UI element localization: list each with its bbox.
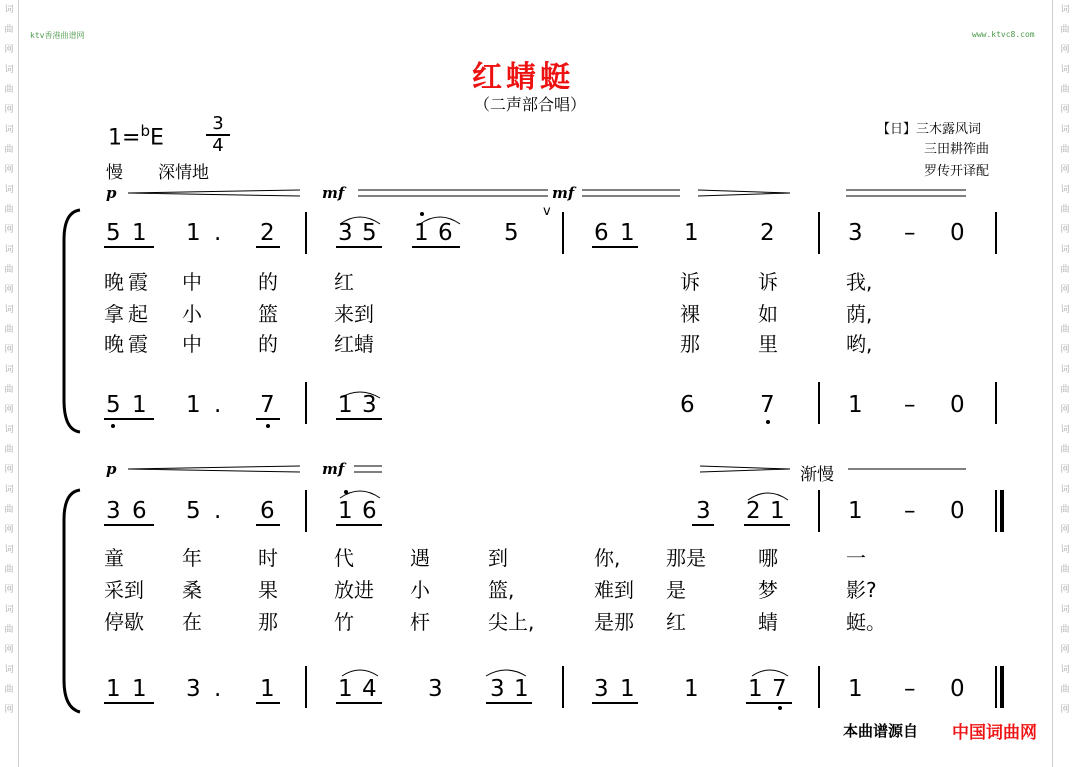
lyric: 年 — [182, 546, 202, 570]
watermark-char: 曲 — [4, 265, 14, 275]
lyric: 在 — [182, 610, 202, 634]
watermark-char: 词 — [4, 185, 14, 195]
note: 6 — [680, 392, 695, 418]
note: 1 — [132, 676, 147, 702]
note: 3 — [848, 220, 863, 246]
final-barline-thick — [1000, 490, 1004, 532]
watermark-char: 词 — [4, 65, 14, 75]
note: 1 — [620, 220, 635, 246]
note: 0 — [950, 220, 965, 246]
beam — [104, 702, 154, 704]
credit-translator: 罗传开译配 — [924, 164, 990, 179]
note: 5 — [106, 220, 121, 246]
lyric: 是 — [666, 578, 686, 602]
watermark-char: 网 — [4, 465, 14, 475]
note: 1 — [684, 220, 699, 246]
final-barline-thin — [995, 490, 997, 532]
note: 1 — [260, 676, 275, 702]
lyric: 诉 — [758, 270, 778, 294]
watermark-char: 网 — [4, 645, 14, 655]
top-right-site-link[interactable]: www.ktvc8.com — [972, 30, 1035, 39]
note: 5 — [106, 392, 121, 418]
song-title: 红蜻蜓 — [472, 60, 574, 95]
tempo-ritardando: 渐慢 — [800, 465, 834, 485]
low-octave-dot — [111, 424, 115, 428]
note: 3 — [362, 392, 377, 418]
note: 6 — [260, 498, 275, 524]
dynamic-p: p — [106, 460, 117, 478]
lyric: 里 — [758, 332, 778, 356]
watermark-char: 曲 — [4, 85, 14, 95]
note: 1 — [770, 498, 785, 524]
time-denominator: 4 — [212, 134, 224, 156]
note: 3 — [594, 676, 609, 702]
note: 1 — [514, 676, 529, 702]
watermark-char: 曲 — [4, 385, 14, 395]
note: 0 — [950, 676, 965, 702]
watermark-char: 网 — [1060, 165, 1070, 175]
note: 3 — [696, 498, 711, 524]
footer-source-label: 本曲谱源自 — [843, 722, 919, 740]
note: 2 — [746, 498, 761, 524]
barline — [995, 382, 997, 424]
note: 5 — [504, 220, 519, 246]
watermark-char: 曲 — [4, 25, 14, 35]
watermark-char: 曲 — [1060, 205, 1070, 215]
lyric: 一 — [846, 546, 866, 570]
lyric: 难到 — [594, 578, 634, 602]
watermark-char: 网 — [1060, 225, 1070, 235]
note: 0 — [950, 498, 965, 524]
note: 7 — [260, 392, 275, 418]
lyric: 放进 — [334, 578, 374, 602]
lyric: 的 — [258, 270, 278, 294]
beam — [256, 246, 280, 248]
lyric: 竹 — [334, 610, 354, 634]
watermark-char: 曲 — [4, 685, 14, 695]
lyric: 停歇 — [104, 610, 144, 634]
watermark-char: 网 — [1060, 585, 1070, 595]
beam — [592, 246, 638, 248]
lyric: 尖上, — [488, 610, 535, 634]
beam — [336, 418, 382, 420]
lyric: 影? — [846, 578, 877, 602]
note: 1 — [338, 392, 353, 418]
dynamic-mf: mf — [322, 460, 345, 478]
note: 2 — [260, 220, 275, 246]
watermark-char: 网 — [4, 525, 14, 535]
note: – — [904, 498, 916, 524]
accent-mark: v — [543, 204, 551, 219]
watermark-char: 曲 — [1060, 625, 1070, 635]
tempo-slow: 慢 — [106, 163, 123, 183]
beam — [336, 702, 382, 704]
lyric: 到 — [488, 546, 508, 570]
watermark-char: 曲 — [4, 505, 14, 515]
lyric: 晚 — [104, 270, 124, 294]
lyric: 红 — [334, 270, 354, 294]
watermark-char: 词 — [1060, 485, 1070, 495]
barline — [818, 490, 820, 532]
note: 1 — [684, 676, 699, 702]
watermark-char: 词 — [1060, 125, 1070, 135]
time-numerator: 3 — [212, 113, 224, 134]
lyric: 中 — [182, 270, 202, 294]
high-octave-dot — [420, 212, 424, 216]
dynamic-mf: mf — [552, 184, 575, 202]
lyric: 那是 — [666, 546, 706, 570]
beam — [592, 702, 638, 704]
lyric: 晚 — [104, 332, 124, 356]
watermark-char: 曲 — [4, 445, 14, 455]
lyric: 红蜻 — [334, 332, 374, 356]
watermark-char: 词 — [4, 305, 14, 315]
lyric: 红 — [666, 610, 686, 634]
lyric: 如 — [758, 302, 778, 326]
note: – — [904, 220, 916, 246]
top-left-site-link[interactable]: ktv香港曲谱网 — [30, 31, 85, 40]
lyric: 哟, — [846, 332, 873, 356]
lyric: 拿 — [104, 302, 124, 326]
key-flat: b — [140, 122, 150, 140]
beam — [412, 246, 460, 248]
lyric: 童 — [104, 546, 124, 570]
barline — [562, 666, 564, 708]
watermark-char: 词 — [1060, 545, 1070, 555]
lyric: 来到 — [334, 302, 374, 326]
watermark-char: 词 — [1060, 365, 1070, 375]
watermark-char: 词 — [4, 425, 14, 435]
beam — [746, 702, 792, 704]
watermark-char: 网 — [4, 405, 14, 415]
lyric: 是那 — [594, 610, 634, 634]
note: 1 — [848, 676, 863, 702]
watermark-char: 曲 — [1060, 565, 1070, 575]
watermark-char: 网 — [1060, 525, 1070, 535]
low-octave-dot — [266, 424, 270, 428]
barline — [305, 382, 307, 424]
footer-source-site[interactable]: 中国词曲网 — [952, 723, 1037, 743]
beam — [104, 246, 154, 248]
lyric: 起 — [128, 302, 148, 326]
watermark-char: 词 — [4, 545, 14, 555]
barline — [305, 666, 307, 708]
watermark-char: 曲 — [1060, 325, 1070, 335]
note-dot: . — [214, 498, 222, 524]
watermark-char: 曲 — [4, 325, 14, 335]
watermark-char: 网 — [1060, 645, 1070, 655]
key-note: E — [149, 125, 164, 151]
watermark-char: 词 — [4, 665, 14, 675]
note: 3 — [490, 676, 505, 702]
watermark-char: 网 — [1060, 285, 1070, 295]
watermark-char: 网 — [4, 225, 14, 235]
note: 1 — [186, 392, 201, 418]
watermark-char: 词 — [4, 365, 14, 375]
barline — [995, 212, 997, 254]
lyric: 时 — [258, 546, 278, 570]
lyric: 代 — [334, 546, 354, 570]
beam — [336, 524, 382, 526]
watermark-char: 网 — [1060, 45, 1070, 55]
note: 1 — [414, 220, 429, 246]
note: 1 — [132, 220, 147, 246]
watermark-char: 曲 — [1060, 385, 1070, 395]
lyric: 中 — [182, 332, 202, 356]
barline — [818, 382, 820, 424]
beam — [256, 418, 280, 420]
watermark-char: 词 — [1060, 425, 1070, 435]
note: 3 — [428, 676, 443, 702]
beam — [692, 524, 714, 526]
final-barline-thick — [1000, 666, 1004, 708]
watermark-char: 词 — [1060, 5, 1070, 15]
lyric: 荫, — [846, 302, 873, 326]
watermark-char: 网 — [1060, 105, 1070, 115]
note: 1 — [186, 220, 201, 246]
note: 5 — [362, 220, 377, 246]
watermark-char: 词 — [4, 245, 14, 255]
lyric: 篮 — [258, 302, 278, 326]
note: 0 — [950, 392, 965, 418]
note: 6 — [438, 220, 453, 246]
lyric: 霞 — [128, 270, 148, 294]
lyric: 诉 — [680, 270, 700, 294]
watermark-char: 词 — [4, 5, 14, 15]
lyric: 蜓。 — [846, 610, 886, 634]
note: 5 — [186, 498, 201, 524]
watermark-char: 曲 — [4, 565, 14, 575]
lyric: 采到 — [104, 578, 144, 602]
watermark-char: 网 — [4, 585, 14, 595]
watermark-char: 词 — [1060, 185, 1070, 195]
watermark-char: 曲 — [1060, 445, 1070, 455]
note: 1 — [620, 676, 635, 702]
note-dot: . — [214, 392, 222, 418]
watermark-char: 网 — [4, 45, 14, 55]
lyric: 哪 — [758, 546, 778, 570]
watermark-char: 网 — [4, 105, 14, 115]
watermark-char: 词 — [1060, 245, 1070, 255]
beam — [256, 702, 280, 704]
watermark-char: 词 — [1060, 665, 1070, 675]
watermark-char: 网 — [1060, 405, 1070, 415]
barline — [305, 212, 307, 254]
note: 1 — [848, 498, 863, 524]
watermark-char: 曲 — [1060, 685, 1070, 695]
lyric: 遇 — [410, 546, 430, 570]
note: 7 — [772, 676, 787, 702]
note: 6 — [594, 220, 609, 246]
note-dot: . — [214, 220, 222, 246]
watermark-char: 网 — [1060, 345, 1070, 355]
watermark-char: 词 — [4, 125, 14, 135]
watermark-char: 网 — [4, 705, 14, 715]
watermark-char: 网 — [1060, 465, 1070, 475]
lyric: 杆 — [410, 610, 430, 634]
note: 3 — [186, 676, 201, 702]
beam — [256, 524, 280, 526]
note: 1 — [106, 676, 121, 702]
note: 7 — [760, 392, 775, 418]
watermark-char: 曲 — [1060, 25, 1070, 35]
lyric: 蜻 — [758, 610, 778, 634]
watermark-char: 词 — [1060, 65, 1070, 75]
dynamic-mf: mf — [322, 184, 345, 202]
lyric: 的 — [258, 332, 278, 356]
note: 4 — [362, 676, 377, 702]
note: – — [904, 676, 916, 702]
watermark-char: 网 — [4, 285, 14, 295]
dynamic-p: p — [106, 184, 117, 202]
watermark-char: 词 — [4, 605, 14, 615]
note: – — [904, 392, 916, 418]
credit-composer: 三田耕筰曲 — [924, 142, 990, 157]
lyric: 裸 — [680, 302, 700, 326]
barline — [818, 212, 820, 254]
watermark-char: 词 — [1060, 605, 1070, 615]
credit-lyricist: 【日】三木露风词 — [877, 122, 982, 137]
beam — [104, 524, 154, 526]
note: 1 — [748, 676, 763, 702]
final-barline-thin — [995, 666, 997, 708]
note: 6 — [132, 498, 147, 524]
low-octave-dot — [766, 420, 770, 424]
watermark-char: 曲 — [4, 145, 14, 155]
lyric: 你, — [594, 546, 621, 570]
lyric: 小 — [182, 302, 202, 326]
barline — [818, 666, 820, 708]
note: 1 — [848, 392, 863, 418]
low-octave-dot — [778, 706, 782, 710]
watermark-char: 网 — [4, 165, 14, 175]
watermark-char: 网 — [4, 345, 14, 355]
watermark-char: 曲 — [4, 205, 14, 215]
lyric: 果 — [258, 578, 278, 602]
watermark-char: 曲 — [1060, 85, 1070, 95]
note-dot: . — [214, 676, 222, 702]
note: 2 — [760, 220, 775, 246]
lyric: 我, — [846, 270, 873, 294]
lyric: 梦 — [758, 578, 778, 602]
barline — [562, 212, 564, 254]
song-subtitle: （二声部合唱） — [474, 95, 587, 114]
watermark-char: 曲 — [1060, 145, 1070, 155]
note: 3 — [106, 498, 121, 524]
watermark-char: 网 — [1060, 705, 1070, 715]
key-prefix: 1= — [108, 125, 141, 151]
lyric: 那 — [258, 610, 278, 634]
lyric: 那 — [680, 332, 700, 356]
note: 1 — [132, 392, 147, 418]
lyric: 篮, — [488, 578, 515, 602]
lyric: 桑 — [182, 578, 202, 602]
note: 1 — [338, 498, 353, 524]
note: 3 — [338, 220, 353, 246]
lyric: 小 — [410, 578, 430, 602]
watermark-char: 词 — [1060, 305, 1070, 315]
tempo-expression: 深情地 — [158, 163, 209, 183]
lyric: 霞 — [128, 332, 148, 356]
barline — [305, 490, 307, 532]
high-octave-dot — [344, 490, 348, 494]
watermark-char: 曲 — [4, 625, 14, 635]
beam — [104, 418, 154, 420]
watermark-char: 曲 — [1060, 505, 1070, 515]
note: 1 — [338, 676, 353, 702]
beam — [744, 524, 790, 526]
beam — [486, 702, 532, 704]
note: 6 — [362, 498, 377, 524]
watermark-char: 曲 — [1060, 265, 1070, 275]
watermark-char: 词 — [4, 485, 14, 495]
beam — [336, 246, 382, 248]
